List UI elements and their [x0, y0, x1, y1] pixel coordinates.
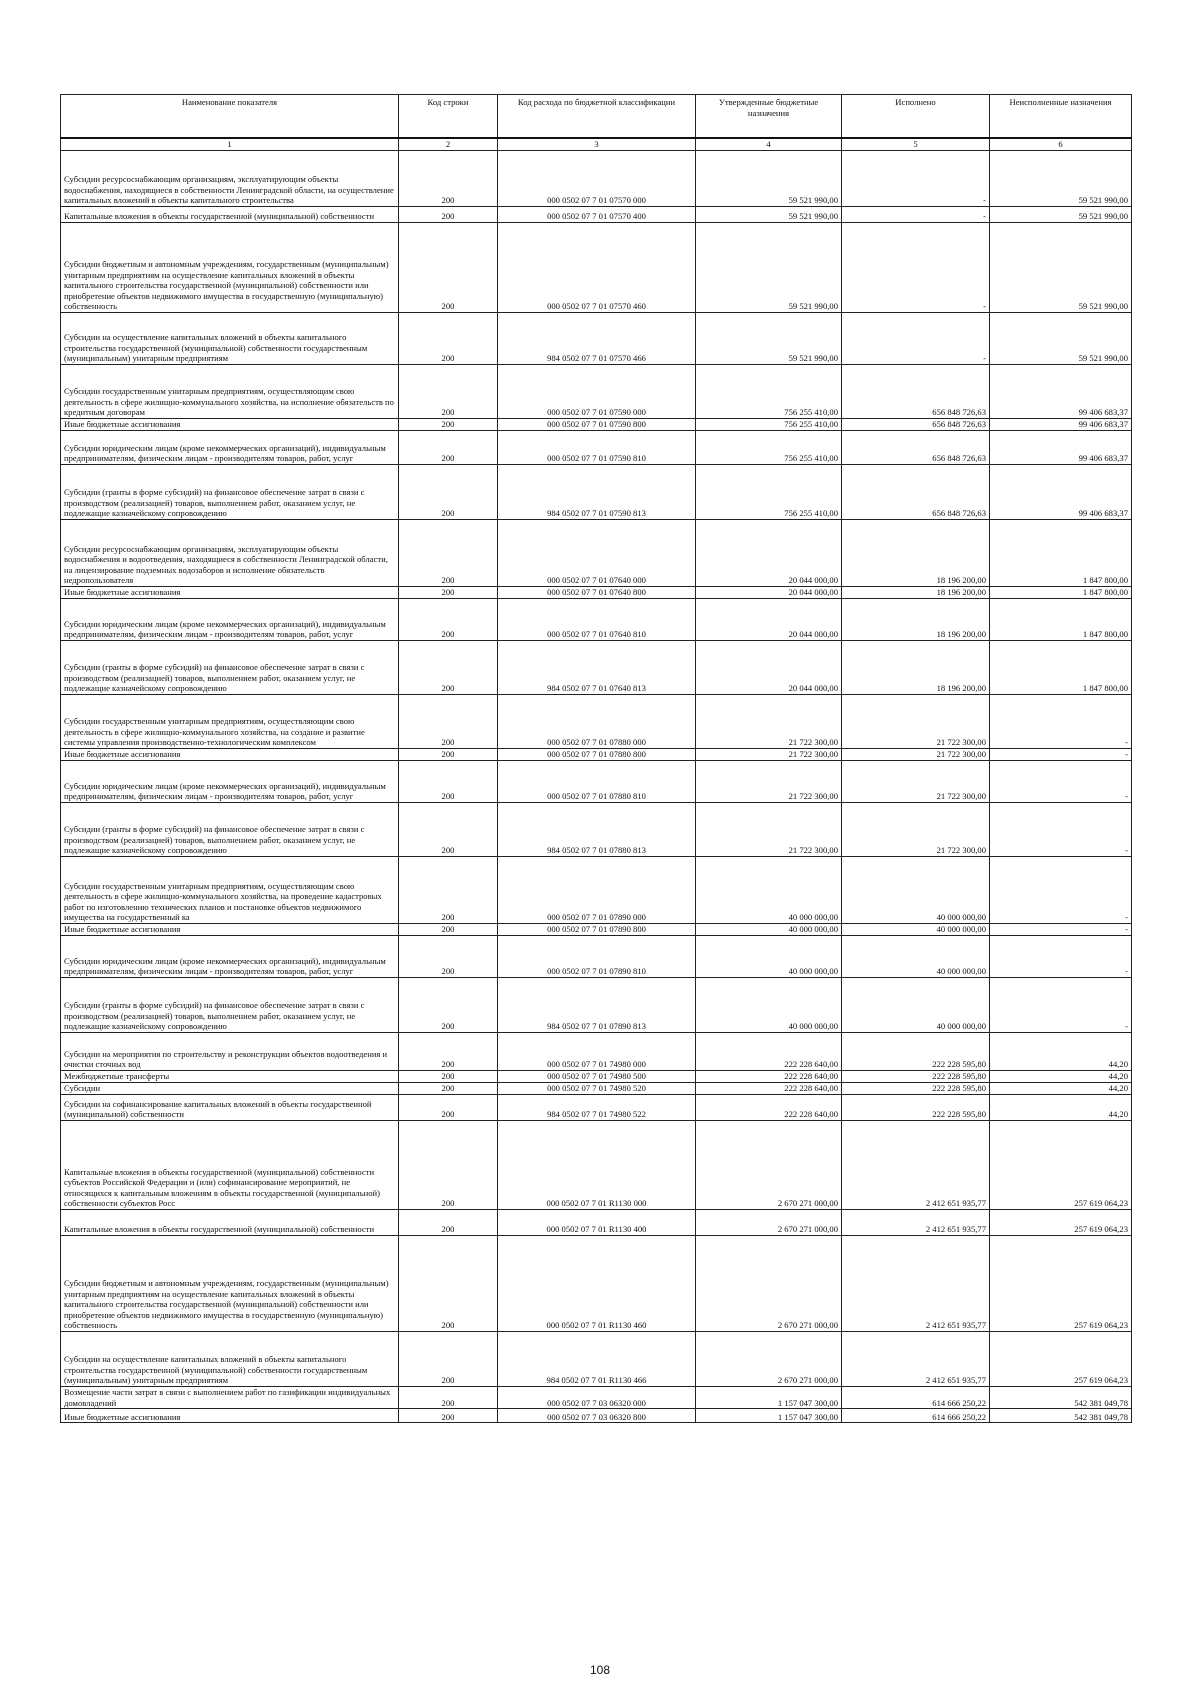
row-executed: 656 848 726,63: [842, 419, 990, 431]
row-executed: 40 000 000,00: [842, 978, 990, 1033]
row-unexecuted: -: [990, 695, 1132, 749]
row-name: Субсидии на осуществление капитальных вложений в объекты капитального строительства государственной (муниципальной) собственности государственным (муниципальным) унитарным предприятиям: [61, 1332, 399, 1387]
row-line-code: 200: [399, 1033, 498, 1071]
column-number: 4: [696, 138, 842, 151]
row-budget-code: 000 0502 07 7 01 07890 810: [498, 936, 696, 978]
row-budget-code: 000 0502 07 7 01 74980 500: [498, 1071, 696, 1083]
row-name: Субсидии на софинансирование капитальных вложений в объекты государственной (муниципальной) собственности: [61, 1095, 399, 1121]
row-name: Субсидии бюджетным и автономным учреждениям, государственным (муниципальным) унитарным предприятиям на осуществление капитальных вложений в объекты капитального строительства государственной (муниципальной) собственности или приобретение объектов недвижимого имущества в государственную (муниципальную) собственность: [61, 223, 399, 313]
column-number: 6: [990, 138, 1132, 151]
row-approved: 21 722 300,00: [696, 803, 842, 857]
row-executed: 21 722 300,00: [842, 749, 990, 761]
row-approved: 40 000 000,00: [696, 924, 842, 936]
row-approved: 2 670 271 000,00: [696, 1210, 842, 1236]
row-budget-code: 000 0502 07 7 01 07890 800: [498, 924, 696, 936]
table-row: [61, 761, 1132, 803]
table-row: [61, 695, 1132, 749]
row-line-code: 200: [399, 1071, 498, 1083]
row-line-code: 200: [399, 431, 498, 465]
row-name: Капитальные вложения в объекты государственной (муниципальной) собственности: [61, 1210, 399, 1236]
row-name: Субсидии государственным унитарным предприятиям, осуществляющим свою деятельность в сфере жилищно-коммунального хозяйства, на проведение кадастровых работ по изготовлению технических планов и постановке объектов недвижимого имущества на государственный ка: [61, 857, 399, 924]
row-approved: 222 228 640,00: [696, 1033, 842, 1071]
table-row: [61, 1409, 1132, 1423]
table-row: [61, 431, 1132, 465]
row-executed: -: [842, 223, 990, 313]
row-budget-code: 000 0502 07 7 01 07640 810: [498, 599, 696, 641]
row-unexecuted: 99 406 683,37: [990, 419, 1132, 431]
row-executed: 656 848 726,63: [842, 365, 990, 419]
row-line-code: 200: [399, 1210, 498, 1236]
row-budget-code: 000 0502 07 7 01 07590 810: [498, 431, 696, 465]
row-approved: 59 521 990,00: [696, 151, 842, 207]
row-approved: 1 157 047 300,00: [696, 1409, 842, 1423]
row-name: Капитальные вложения в объекты государственной (муниципальной) собственности субъектов Российской Федерации и (или) софинансирование мероприятий, не относящихся к капитальным вложениям в объекты государственной (муниципальной) собственности субъектов Росс: [61, 1121, 399, 1210]
row-line-code: 200: [399, 313, 498, 365]
row-unexecuted: -: [990, 978, 1132, 1033]
row-budget-code: 000 0502 07 7 01 07640 000: [498, 520, 696, 587]
table-row: [61, 749, 1132, 761]
row-executed: 656 848 726,63: [842, 465, 990, 520]
row-budget-code: 000 0502 07 7 01 07640 800: [498, 587, 696, 599]
table-row: [61, 641, 1132, 695]
row-budget-code: 000 0502 07 7 01 07890 000: [498, 857, 696, 924]
row-unexecuted: 257 619 064,23: [990, 1121, 1132, 1210]
row-unexecuted: 99 406 683,37: [990, 465, 1132, 520]
table-row: [61, 151, 1132, 207]
row-line-code: 200: [399, 749, 498, 761]
row-approved: 756 255 410,00: [696, 431, 842, 465]
row-approved: 222 228 640,00: [696, 1083, 842, 1095]
table-row: [61, 313, 1132, 365]
row-name: Субсидии на мероприятия по строительству и реконструкции объектов водоотведения и очистки сточных вод: [61, 1033, 399, 1071]
row-approved: 756 255 410,00: [696, 419, 842, 431]
row-unexecuted: -: [990, 924, 1132, 936]
row-unexecuted: 257 619 064,23: [990, 1332, 1132, 1387]
row-budget-code: 000 0502 07 7 01 07590 800: [498, 419, 696, 431]
row-unexecuted: 1 847 800,00: [990, 641, 1132, 695]
table-row: [61, 465, 1132, 520]
column-number-row: [61, 138, 1132, 151]
table-row: [61, 520, 1132, 587]
row-executed: -: [842, 207, 990, 223]
table-row: [61, 587, 1132, 599]
row-name: Субсидии (гранты в форме субсидий) на финансовое обеспечение затрат в связи с производством (реализацией) товаров, выполнением работ, оказанием услуг, не подлежащие казначейскому сопровождению: [61, 803, 399, 857]
row-line-code: 200: [399, 1236, 498, 1332]
row-approved: 40 000 000,00: [696, 936, 842, 978]
row-line-code: 200: [399, 1095, 498, 1121]
table-row: [61, 1033, 1132, 1071]
row-approved: 1 157 047 300,00: [696, 1387, 842, 1409]
table-row: [61, 803, 1132, 857]
table-row: [61, 419, 1132, 431]
column-number: 2: [399, 138, 498, 151]
row-line-code: 200: [399, 1332, 498, 1387]
row-name: Субсидии юридическим лицам (кроме некоммерческих организаций), индивидуальным предпринимателям, физическим лицам - производителям товаров, работ, услуг: [61, 599, 399, 641]
row-unexecuted: 59 521 990,00: [990, 151, 1132, 207]
table-row: [61, 978, 1132, 1033]
row-name: Капитальные вложения в объекты государственной (муниципальной) собственности: [61, 207, 399, 223]
row-budget-code: 984 0502 07 7 01 07590 813: [498, 465, 696, 520]
row-name: Субсидии: [61, 1083, 399, 1095]
row-approved: 2 670 271 000,00: [696, 1121, 842, 1210]
row-name: Иные бюджетные ассигнования: [61, 1409, 399, 1423]
row-line-code: 200: [399, 1409, 498, 1423]
row-approved: 40 000 000,00: [696, 857, 842, 924]
row-unexecuted: 99 406 683,37: [990, 431, 1132, 465]
column-number: 1: [61, 138, 399, 151]
table-row: [61, 924, 1132, 936]
row-unexecuted: 44,20: [990, 1071, 1132, 1083]
header-line-code: Код строки: [399, 95, 498, 139]
row-unexecuted: 59 521 990,00: [990, 223, 1132, 313]
row-line-code: 200: [399, 803, 498, 857]
row-executed: 2 412 651 935,77: [842, 1210, 990, 1236]
row-unexecuted: -: [990, 936, 1132, 978]
table-row: [61, 1083, 1132, 1095]
row-budget-code: 984 0502 07 7 01 07640 813: [498, 641, 696, 695]
row-line-code: 200: [399, 599, 498, 641]
row-unexecuted: 1 847 800,00: [990, 599, 1132, 641]
row-line-code: 200: [399, 924, 498, 936]
row-approved: 756 255 410,00: [696, 365, 842, 419]
row-approved: 21 722 300,00: [696, 761, 842, 803]
row-executed: 222 228 595,80: [842, 1095, 990, 1121]
row-executed: 21 722 300,00: [842, 803, 990, 857]
row-executed: 656 848 726,63: [842, 431, 990, 465]
row-approved: 20 044 000,00: [696, 587, 842, 599]
table-row: [61, 1387, 1132, 1409]
row-budget-code: 000 0502 07 7 01 07570 460: [498, 223, 696, 313]
table-row: [61, 1071, 1132, 1083]
row-name: Межбюджетные трансферты: [61, 1071, 399, 1083]
budget-execution-table: [60, 94, 1132, 1423]
table-row: [61, 857, 1132, 924]
row-unexecuted: 44,20: [990, 1033, 1132, 1071]
row-name: Субсидии (гранты в форме субсидий) на финансовое обеспечение затрат в связи с производством (реализацией) товаров, выполнением работ, оказанием услуг, не подлежащие казначейскому сопровождению: [61, 978, 399, 1033]
row-line-code: 200: [399, 587, 498, 599]
row-approved: 20 044 000,00: [696, 599, 842, 641]
table-row: [61, 1210, 1132, 1236]
row-approved: 21 722 300,00: [696, 749, 842, 761]
header-budget-code: Код расхода по бюджетной классификации: [498, 95, 696, 139]
row-budget-code: 984 0502 07 7 01 74980 522: [498, 1095, 696, 1121]
row-unexecuted: 1 847 800,00: [990, 520, 1132, 587]
row-unexecuted: 1 847 800,00: [990, 587, 1132, 599]
row-executed: 18 196 200,00: [842, 641, 990, 695]
row-approved: 2 670 271 000,00: [696, 1236, 842, 1332]
row-executed: 18 196 200,00: [842, 520, 990, 587]
row-line-code: 200: [399, 1083, 498, 1095]
row-name: Субсидии юридическим лицам (кроме некоммерческих организаций), индивидуальным предпринимателям, физическим лицам - производителям товаров, работ, услуг: [61, 431, 399, 465]
row-unexecuted: 44,20: [990, 1095, 1132, 1121]
row-name: Субсидии государственным унитарным предприятиям, осуществляющим свою деятельность в сфере жилищно-коммунального хозяйства, на создание и развитие системы управления производственно-технологическим комплексом: [61, 695, 399, 749]
row-name: Субсидии юридическим лицам (кроме некоммерческих организаций), индивидуальным предпринимателям, физическим лицам - производителям товаров, работ, услуг: [61, 761, 399, 803]
row-budget-code: 000 0502 07 7 01 07880 810: [498, 761, 696, 803]
row-unexecuted: 542 381 049,78: [990, 1387, 1132, 1409]
row-name: Субсидии ресурсоснабжающим организациям, эксплуатирующим объекты водоснабжения, находящиеся в собственности Ленинградской области, на осуществление капитальных вложений в объекты капитального строительства: [61, 151, 399, 207]
row-line-code: 200: [399, 936, 498, 978]
row-budget-code: 984 0502 07 7 01 R1130 466: [498, 1332, 696, 1387]
row-executed: 2 412 651 935,77: [842, 1332, 990, 1387]
header-approved: Утвержденные бюджетные назначения: [696, 95, 842, 139]
row-unexecuted: 257 619 064,23: [990, 1236, 1132, 1332]
row-name: Субсидии на осуществление капитальных вложений в объекты капитального строительства государственной (муниципальной) собственности государственным (муниципальным) унитарным предприятиям: [61, 313, 399, 365]
page-number: 108: [589, 1663, 611, 1677]
row-line-code: 200: [399, 207, 498, 223]
table-row: [61, 936, 1132, 978]
row-name: Субсидии (гранты в форме субсидий) на финансовое обеспечение затрат в связи с производством (реализацией) товаров, выполнением работ, оказанием услуг, не подлежащие казначейскому сопровождению: [61, 641, 399, 695]
table-row: [61, 365, 1132, 419]
table-row: [61, 1121, 1132, 1210]
row-name: Иные бюджетные ассигнования: [61, 749, 399, 761]
row-unexecuted: 542 381 049,78: [990, 1409, 1132, 1423]
row-name: Субсидии юридическим лицам (кроме некоммерческих организаций), индивидуальным предпринимателям, физическим лицам - производителям товаров, работ, услуг: [61, 936, 399, 978]
row-budget-code: 000 0502 07 7 01 07570 000: [498, 151, 696, 207]
row-line-code: 200: [399, 978, 498, 1033]
row-line-code: 200: [399, 857, 498, 924]
row-executed: 2 412 651 935,77: [842, 1121, 990, 1210]
row-line-code: 200: [399, 1121, 498, 1210]
row-approved: 756 255 410,00: [696, 465, 842, 520]
row-budget-code: 000 0502 07 7 01 74980 520: [498, 1083, 696, 1095]
row-approved: 2 670 271 000,00: [696, 1332, 842, 1387]
row-budget-code: 000 0502 07 7 03 06320 000: [498, 1387, 696, 1409]
row-unexecuted: -: [990, 761, 1132, 803]
table-row: [61, 1236, 1132, 1332]
row-executed: 21 722 300,00: [842, 761, 990, 803]
table-row: [61, 1332, 1132, 1387]
row-approved: 59 521 990,00: [696, 207, 842, 223]
row-unexecuted: 257 619 064,23: [990, 1210, 1132, 1236]
row-approved: 222 228 640,00: [696, 1071, 842, 1083]
row-name: Субсидии ресурсоснабжающим организациям, эксплуатирующим объекты водоснабжения и водоотведения, находящиеся в собственности Ленинградской области, на лицензирование подземных водозаборов и исполнение обязательств недропользователя: [61, 520, 399, 587]
row-name: Субсидии государственным унитарным предприятиям, осуществляющим свою деятельность в сфере жилищно-коммунального хозяйства, на исполнение обязательств по кредитным договорам: [61, 365, 399, 419]
column-number: 3: [498, 138, 696, 151]
row-budget-code: 000 0502 07 7 01 R1130 460: [498, 1236, 696, 1332]
row-budget-code: 000 0502 07 7 03 06320 800: [498, 1409, 696, 1423]
row-name: Субсидии бюджетным и автономным учреждениям, государственным (муниципальным) унитарным предприятиям на осуществление капитальных вложений в объекты капитального строительства государственной (муниципальной) собственности или приобретение объектов недвижимого имущества в государственную (муниципальную) собственность: [61, 1236, 399, 1332]
row-name: Возмещение части затрат в связи с выполнением работ по газификации индивидуальных домовладений: [61, 1387, 399, 1409]
header-executed: Исполнено: [842, 95, 990, 139]
row-unexecuted: 59 521 990,00: [990, 207, 1132, 223]
row-approved: 59 521 990,00: [696, 223, 842, 313]
row-budget-code: 000 0502 07 7 01 R1130 000: [498, 1121, 696, 1210]
row-executed: -: [842, 313, 990, 365]
row-executed: 614 666 250,22: [842, 1409, 990, 1423]
row-budget-code: 984 0502 07 7 01 07570 466: [498, 313, 696, 365]
header-row: [61, 95, 1132, 139]
column-number: 5: [842, 138, 990, 151]
row-budget-code: 000 0502 07 7 01 R1130 400: [498, 1210, 696, 1236]
row-executed: 614 666 250,22: [842, 1387, 990, 1409]
row-line-code: 200: [399, 365, 498, 419]
row-executed: 222 228 595,80: [842, 1071, 990, 1083]
row-executed: 40 000 000,00: [842, 857, 990, 924]
row-line-code: 200: [399, 761, 498, 803]
row-budget-code: 984 0502 07 7 01 07880 813: [498, 803, 696, 857]
row-line-code: 200: [399, 419, 498, 431]
row-unexecuted: 44,20: [990, 1083, 1132, 1095]
row-approved: 40 000 000,00: [696, 978, 842, 1033]
row-line-code: 200: [399, 223, 498, 313]
row-line-code: 200: [399, 151, 498, 207]
row-executed: 222 228 595,80: [842, 1033, 990, 1071]
row-executed: 40 000 000,00: [842, 936, 990, 978]
row-executed: 2 412 651 935,77: [842, 1236, 990, 1332]
row-executed: 18 196 200,00: [842, 587, 990, 599]
table-row: [61, 599, 1132, 641]
row-line-code: 200: [399, 695, 498, 749]
row-name: Иные бюджетные ассигнования: [61, 587, 399, 599]
row-executed: 40 000 000,00: [842, 924, 990, 936]
row-approved: 20 044 000,00: [696, 641, 842, 695]
row-approved: 59 521 990,00: [696, 313, 842, 365]
row-executed: 21 722 300,00: [842, 695, 990, 749]
table-row: [61, 207, 1132, 223]
row-budget-code: 000 0502 07 7 01 07570 400: [498, 207, 696, 223]
row-budget-code: 000 0502 07 7 01 74980 000: [498, 1033, 696, 1071]
row-approved: 21 722 300,00: [696, 695, 842, 749]
row-approved: 222 228 640,00: [696, 1095, 842, 1121]
row-executed: 18 196 200,00: [842, 599, 990, 641]
row-unexecuted: -: [990, 803, 1132, 857]
row-line-code: 200: [399, 641, 498, 695]
row-unexecuted: 99 406 683,37: [990, 365, 1132, 419]
row-name: Субсидии (гранты в форме субсидий) на финансовое обеспечение затрат в связи с производством (реализацией) товаров, выполнением работ, оказанием услуг, не подлежащие казначейскому сопровождению: [61, 465, 399, 520]
header-name: Наименование показателя: [61, 95, 399, 139]
row-budget-code: 984 0502 07 7 01 07890 813: [498, 978, 696, 1033]
table-row: [61, 223, 1132, 313]
row-name: Иные бюджетные ассигнования: [61, 924, 399, 936]
row-name: Иные бюджетные ассигнования: [61, 419, 399, 431]
row-unexecuted: -: [990, 749, 1132, 761]
row-unexecuted: -: [990, 857, 1132, 924]
row-budget-code: 000 0502 07 7 01 07880 800: [498, 749, 696, 761]
row-line-code: 200: [399, 1387, 498, 1409]
row-executed: -: [842, 151, 990, 207]
row-unexecuted: 59 521 990,00: [990, 313, 1132, 365]
table-row: [61, 1095, 1132, 1121]
row-budget-code: 000 0502 07 7 01 07880 000: [498, 695, 696, 749]
row-budget-code: 000 0502 07 7 01 07590 000: [498, 365, 696, 419]
row-line-code: 200: [399, 520, 498, 587]
row-executed: 222 228 595,80: [842, 1083, 990, 1095]
row-approved: 20 044 000,00: [696, 520, 842, 587]
row-line-code: 200: [399, 465, 498, 520]
header-unexecuted: Неисполненные назначения: [990, 95, 1132, 139]
